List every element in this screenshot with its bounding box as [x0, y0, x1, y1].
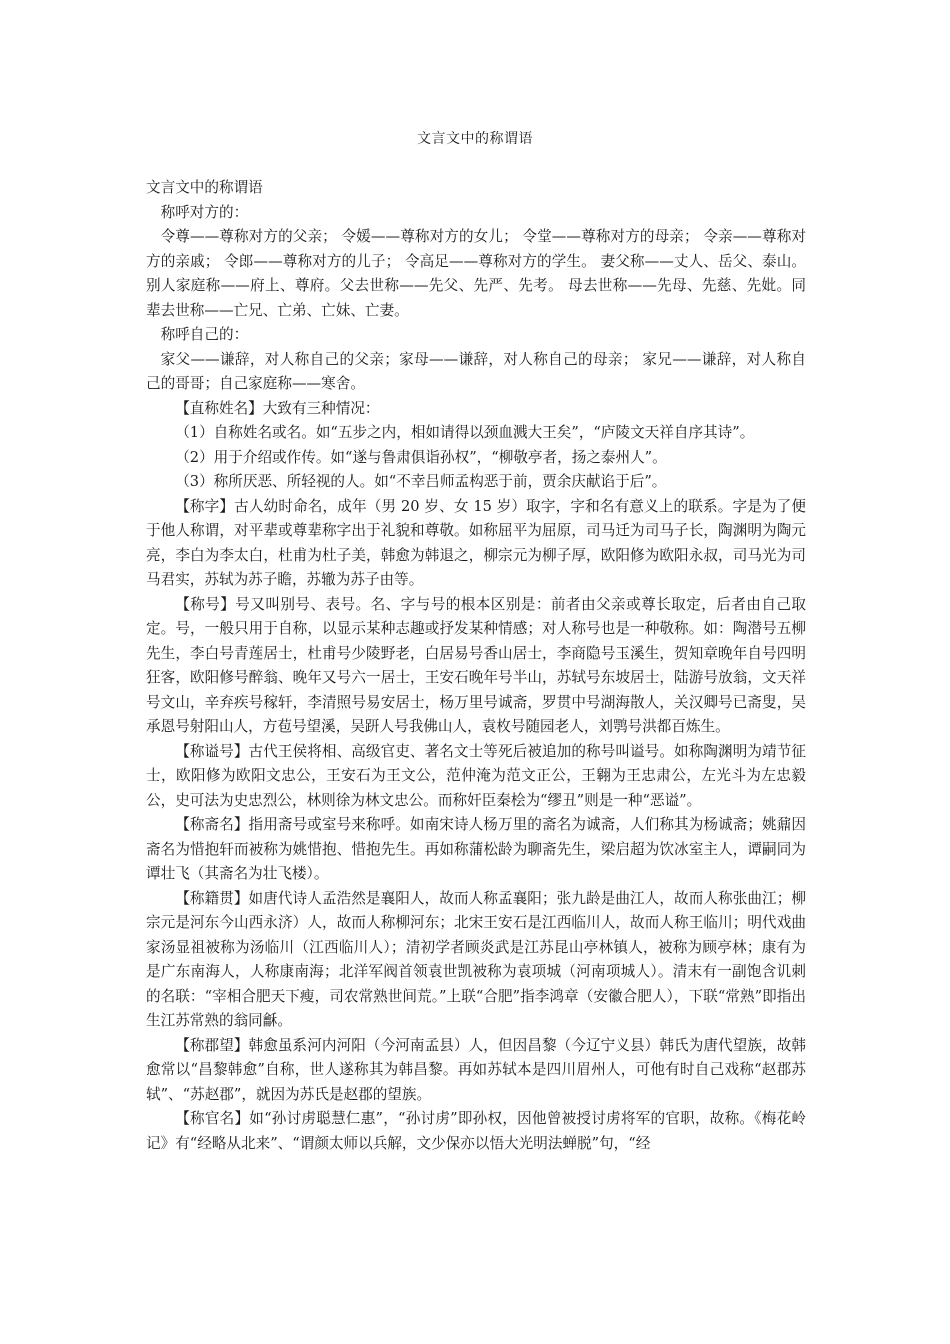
document-heading: 文言文中的称谓语 [146, 179, 263, 196]
paragraph: 【称字】古人幼时命名，成年（男 20 岁、女 15 岁）取字，字和名有意义上的联系。字是为了便于他人称谓，对平辈或尊辈称字出于礼貌和尊敬。如称屈平为屈原，司马迁为司马子长，陶渊明为陶元亮，李白为李太白，杜甫为杜子美，韩愈为韩退之，柳宗元为柳子厚，欧阳修为欧阳永叔，司马光为司马君实，苏轼为苏子瞻，苏辙为苏子由等。 [146, 497, 806, 588]
paragraph: 【称郡望】韩愈虽系河内河阳（今河南孟县）人，但因昌黎（今辽宁义县）韩氏为唐代望族，故韩愈常以“昌黎韩愈”自称，世人遂称其为韩昌黎。再如苏轼本是四川眉州人，可他有时自己戏称“赵郡苏轼”、“苏赵郡”，就因为苏氏是赵郡的望族。 [146, 1036, 806, 1103]
paragraph: （2）用于介绍或作传。如“遂与鲁肃俱诣孙权”，“柳敬亭者，扬之泰州人”。 [175, 448, 667, 466]
paragraph: 称呼对方的： [160, 203, 249, 221]
page-title: 文言文中的称谓语 [417, 131, 533, 147]
paragraph: 【直称姓名】大致有三种情况： [175, 399, 380, 417]
paragraph: 【称号】号又叫别号、表号。名、字与号的根本区别是：前者由父亲或尊长取定，后者由自己取定。号，一般只用于自称，以显示某种志趣或抒发某种情感；对人称号也是一种敬称。如：陶潜号五柳先生，李白号青莲居士，杜甫号少陵野老，白居易号香山居士，李商隐号玉溪生，贺知章晚年自号四明狂客，欧阳修号醉翁、晚年又号六一居士，王安石晚年号半山，苏轼号东坡居士，陆游号放翁，文天祥号文山，辛弃疾号稼轩，李清照号易安居士，杨万里号诚斋，罗贯中号湖海散人，关汉卿号已斋叟，吴承恩号射阳山人，方苞号望溪，吴趼人号我佛山人，袁枚号随园老人，刘鹗号洪都百炼生。 [146, 595, 806, 735]
paragraph: 【称籍贯】如唐代诗人孟浩然是襄阳人，故而人称孟襄阳；张九龄是曲江人，故而人称张曲江；柳宗元是河东今山西永济）人，故而人称柳河东；北宋王安石是江西临川人，故而人称王临川；明代戏曲家汤显祖被称为汤临川（江西临川人）；清初学者顾炎武是江苏昆山亭林镇人，被称为顾亭林；康有为是广东南海人，人称康南海；北洋军阀首领袁世凯被称为袁项城（河南项城人）。清末有一副饱含讥刺的名联：“宰相合肥天下瘦，司农常熟世间荒。”上联“合肥”指李鸿章（安徽合肥人），下联“常熟”即指出生江苏常熟的翁同龢。 [146, 889, 806, 1029]
paragraph: 【称官名】如“孙讨虏聪慧仁惠”，“孙讨虏”即孙权，因他曾被授讨虏将军的官职，故称。《梅花岭记》有“经略从北来”、“谓颜太师以兵解，文少保亦以悟大光明法蝉脱”句，“经 [146, 1110, 806, 1152]
paragraph: 家父——谦辞，对人称自己的父亲；家母——谦辞，对人称自己的母亲； 家兄——谦辞，对人称自己的哥哥；自己家庭称——寒舍。 [146, 350, 806, 392]
paragraph: 【称斋名】指用斋号或室号来称呼。如南宋诗人杨万里的斋名为诚斋，人们称其为杨诚斋；姚鼐因斋名为惜抱轩而被称为姚惜抱、惜抱先生。再如称蒲松龄为聊斋先生，梁启超为饮冰室主人，谭嗣同为谭壮飞（其斋名为壮飞楼）。 [146, 816, 806, 882]
paragraph: （1）自称姓名或名。如“五步之内，相如请得以颈血溅大王矣”，“庐陵文天祥自序其诗”。 [175, 424, 755, 441]
paragraph: 【称谥号】古代王侯将相、高级官吏、著名文士等死后被追加的称号叫谥号。如称陶渊明为靖节征士，欧阳修为欧阳文忠公，王安石为王文公，范仲淹为范文正公，王翱为王忠肃公，左光斗为左忠毅公，史可法为史忠烈公，林则徐为林文忠公。而称奸臣秦桧为“缪丑”则是一种“恶谥”。 [146, 742, 806, 809]
paragraph: 令尊——尊称对方的父亲； 令媛——尊称对方的女儿； 令堂——尊称对方的母亲； 令亲——尊称对方的亲戚； 令郎——尊称对方的儿子； 令高足——尊称对方的学生。 妻父称——丈人、岳父、泰山。 别人家庭称——府上、尊府。父去世称——先父、先严、先考。 母去世称——先母、先慈、先妣。同辈去世称——亡兄、亡弟、亡妹、亡妻。 [146, 228, 806, 319]
paragraph: 称呼自己的： [160, 326, 249, 343]
paragraph: （3）称所厌恶、所轻视的人。如“不幸吕师孟构恶于前，贾余庆献谄于后”。 [175, 473, 667, 490]
document-body [146, 176, 806, 1156]
